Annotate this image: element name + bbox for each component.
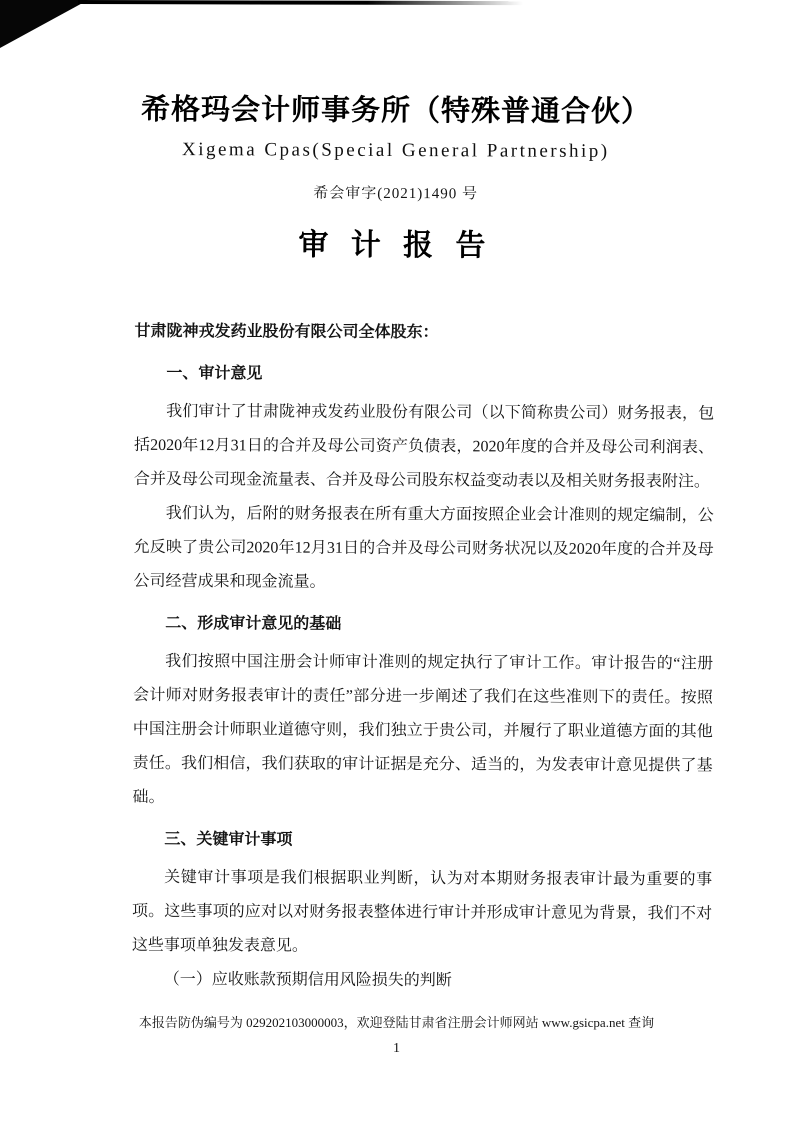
report-title: 审 计 报 告: [298, 228, 493, 263]
paragraph-opinion-2: 我们认为，后附的财务报表在所有重大方面按照企业会计准则的规定编制，公允反映了贵公司2020年12月31日的合并及母公司财务状况以及2020年度的合并及母公司经营成果和现金流量。: [133, 504, 714, 591]
document-header: [0, 0, 793, 268]
section-heading-opinion: 一、审计意见: [166, 364, 263, 383]
page-number: 1: [393, 1041, 400, 1056]
firm-name-chinese: 希格玛会计师事务所（特殊普通合伙）: [140, 93, 652, 129]
subheading-receivables-credit-risk: （一）应收账款预期信用风险损失的判断: [163, 970, 452, 990]
addressee-line: 甘肃陇神戎发药业股份有限公司全体股东：: [134, 322, 439, 342]
anti-counterfeit-footer-note: 本报告防伪编号为 029202103000003，欢迎登陆甘肃省注册会计师网站 www.gsicpa.net 查询: [138, 1015, 655, 1030]
paragraph-basis-1: 我们按照中国注册会计师审计准则的规定执行了审计工作。审计报告的“注册会计师对财务报表审计的责任”部分进一步阐述了我们在这些准则下的责任。按照中国注册会计师职业道德守则，我们独立于贵公司，并履行了职业道德方面的其他责任。我们相信，我们获取的审计证据是充分、适当的，为发表审计意见提供了基础。: [132, 652, 714, 806]
section-heading-basis: 二、形成审计意见的基础: [165, 614, 342, 633]
firm-name-english: Xigema Cpas(Special General Partnership): [181, 139, 610, 162]
document-body: [132, 315, 715, 1000]
paragraph-opinion-1: 我们审计了甘肃陇神戎发药业股份有限公司（以下简称贵公司）财务报表，包括2020年12月31日的合并及母公司资产负债表，2020年度的合并及母公司利润表、合并及母公司现金流量表、合并及母公司股东权益变动表以及相关财务报表附注。: [133, 402, 715, 491]
reference-number: 希会审字(2021)1490 号: [313, 185, 479, 203]
paragraph-key-audit-matters-1: 关键审计事项是我们根据职业判断，认为对本期财务报表审计最为重要的事项。这些事项的应对以对财务报表整体进行审计并形成审计意见为背景，我们不对这些事项单独发表意见。: [131, 868, 713, 955]
section-heading-key-audit-matters: 三、关键审计事项: [164, 830, 293, 849]
